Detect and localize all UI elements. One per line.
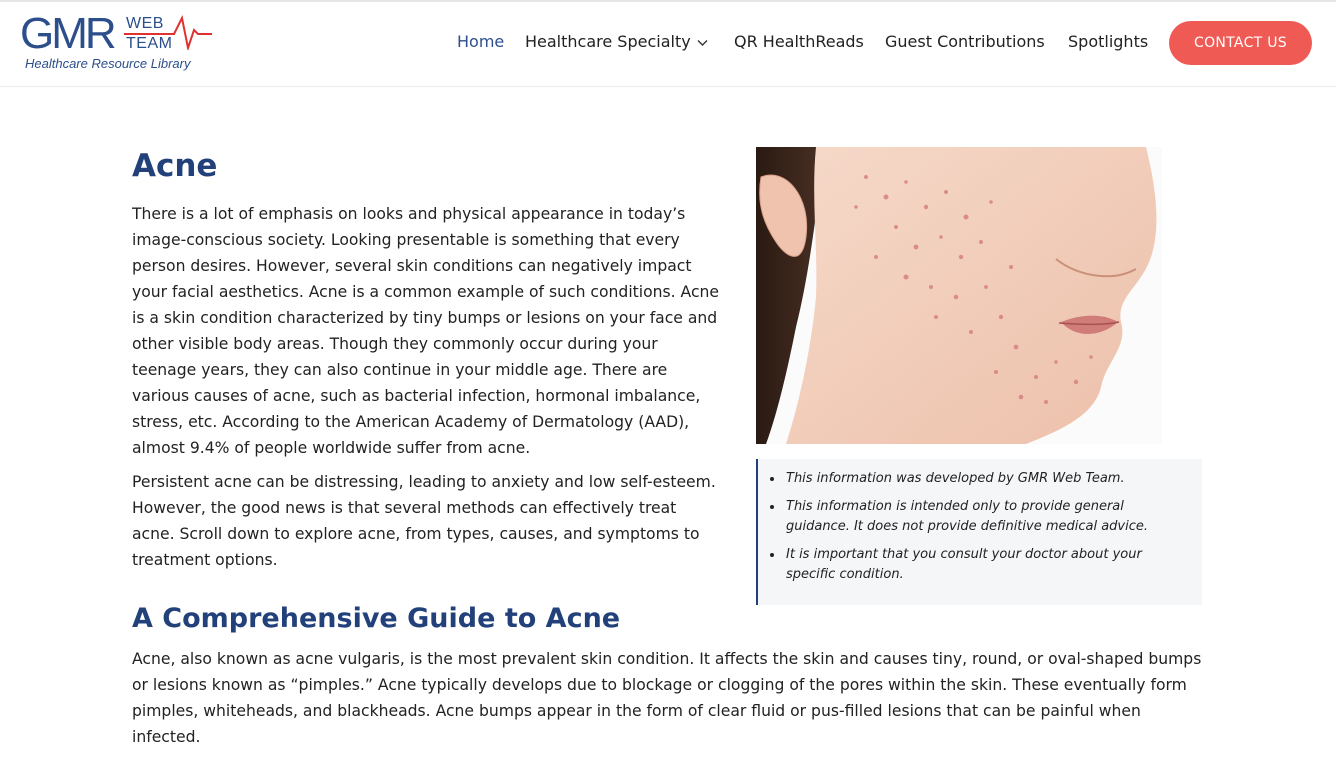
nav-qr-healthreads[interactable]: QR HealthReads bbox=[734, 32, 864, 51]
disclaimer-item: • This information is intended only to provide general guidance. It does not provide definitive medical advice. bbox=[784, 497, 1190, 537]
intro-paragraph-2: Persistent acne can be distressing, leading to anxiety and low self-esteem. However, the good news is that several methods can effectively treat acne. Scroll down to explore acne, from types, causes, and symptoms to treatment options. bbox=[132, 473, 716, 569]
main-nav bbox=[0, 2, 1336, 87]
page-title: Acne bbox=[132, 148, 218, 184]
disclaimer-item: • It is important that you consult your doctor about your specific condition. bbox=[784, 545, 1190, 585]
nav-home[interactable]: Home bbox=[457, 32, 505, 51]
nav-healthcare-specialty-label: Healthcare Specialty bbox=[525, 32, 691, 51]
section-title: A Comprehensive Guide to Acne bbox=[132, 603, 621, 634]
logo-gmr-text: GMR bbox=[20, 9, 114, 58]
disclaimer-box bbox=[756, 459, 1202, 605]
acne-face-illustration bbox=[756, 147, 1162, 444]
contact-us-button[interactable]: CONTACT US bbox=[1169, 21, 1312, 65]
disclaimer-item: • This information was developed by GMR Web Team. bbox=[784, 469, 1190, 489]
hero-image-acne-face bbox=[756, 147, 1162, 444]
logo-web-text: WEB bbox=[126, 15, 164, 32]
logo-tagline: Healthcare Resource Library bbox=[25, 56, 191, 71]
nav-healthcare-specialty[interactable] bbox=[525, 32, 708, 52]
section-paragraph: Acne, also known as acne vulgaris, is the most prevalent skin condition. It affects the skin and causes tiny, round, or oval-shaped bumps or lesions known as “pimples.” Acne typically develops due to blockage or clogging of the pores within the skin. These eventually form pimples, whiteheads, and blackheads. Acne bumps appear in the form of clear fluid or pus-filled lesions that can be painful when infected. bbox=[132, 650, 1202, 746]
logo-team-text: TEAM bbox=[126, 35, 173, 52]
nav-spotlights[interactable]: Spotlights bbox=[1068, 32, 1149, 51]
disclaimer-list bbox=[784, 469, 1190, 585]
nav-guest-contributions[interactable]: Guest Contributions bbox=[885, 32, 1045, 51]
intro-paragraph: There is a lot of emphasis on looks and physical appearance in today’s image-conscious society. Looking presentable is something that every person desires. However, several skin conditions can negatively impact your facial aesthetics. Acne is a common example of such conditions. Acne is a skin condition characterized by tiny bumps or lesions on your face and other visible body areas. Though they commonly occur during your teenage years, they can also continue in your middle age. There are various causes of acne, such as bacterial infection, hormonal imbalance, stress, etc. According to the American Academy of Dermatology (AAD), almost 9.4% of people worldwide suffer from acne. bbox=[132, 205, 720, 457]
site-header bbox=[0, 2, 1336, 87]
chevron-down-icon bbox=[697, 39, 708, 47]
